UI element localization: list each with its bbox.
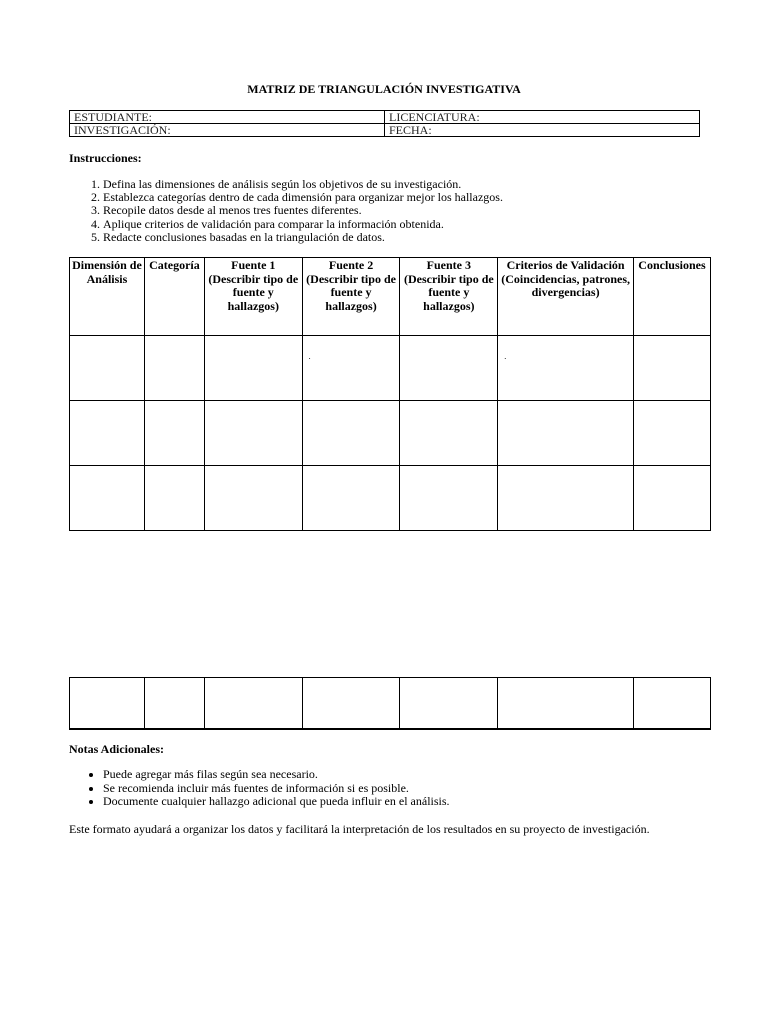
instructions-list bbox=[69, 178, 743, 244]
header-category: Categoría bbox=[144, 258, 204, 336]
table-cell[interactable] bbox=[400, 401, 498, 466]
instruction-item: 4. Aplique criterios de validación para comparar la información obtenida. bbox=[103, 218, 743, 231]
table-cell[interactable] bbox=[204, 401, 302, 466]
info-row bbox=[70, 111, 700, 124]
table-cell[interactable] bbox=[70, 401, 145, 466]
table-cell[interactable] bbox=[400, 336, 498, 401]
table-cell[interactable] bbox=[633, 336, 710, 401]
document-title: MATRIZ DE TRIANGULACIÓN INVESTIGATIVA bbox=[247, 82, 521, 96]
student-info-table bbox=[69, 110, 700, 137]
table-cell[interactable] bbox=[144, 336, 204, 401]
table-row bbox=[70, 336, 711, 401]
table-cell[interactable] bbox=[302, 401, 400, 466]
header-conclusions: Conclusiones bbox=[633, 258, 710, 336]
table-cell[interactable] bbox=[498, 678, 634, 730]
table-cell[interactable] bbox=[633, 466, 710, 531]
table-row bbox=[70, 678, 711, 730]
table-cell[interactable] bbox=[400, 466, 498, 531]
instruction-item: 3. Recopile datos desde al menos tres fuentes diferentes. bbox=[103, 204, 743, 217]
table-cell[interactable] bbox=[634, 678, 711, 730]
research-field[interactable]: INVESTIGACIÓN: bbox=[70, 124, 385, 137]
instruction-item: 1. Defina las dimensiones de análisis según los objetivos de su investigación. bbox=[103, 178, 743, 191]
table-row bbox=[70, 466, 711, 531]
info-row bbox=[70, 124, 700, 137]
note-item: • Puede agregar más filas según sea necesario. bbox=[103, 768, 743, 782]
table-cell[interactable] bbox=[204, 466, 302, 531]
degree-field[interactable]: LICENCIATURA: bbox=[385, 111, 700, 124]
table-cell[interactable] bbox=[302, 678, 400, 730]
header-source-2: Fuente 2 (Describir tipo de fuente y hallazgos) bbox=[302, 258, 400, 336]
instruction-item: 2. Establezca categorías dentro de cada dimensión para organizar mejor los hallazgos. bbox=[103, 191, 743, 204]
instruction-item: 5. Redacte conclusiones basadas en la triangulación de datos. bbox=[103, 231, 743, 244]
header-dimension: Dimensión de Análisis bbox=[70, 258, 145, 336]
student-field[interactable]: ESTUDIANTE: bbox=[70, 111, 385, 124]
matrix-header-row bbox=[70, 258, 711, 336]
table-cell[interactable] bbox=[144, 678, 204, 730]
triangulation-matrix-continued bbox=[69, 677, 711, 730]
table-cell[interactable] bbox=[204, 336, 302, 401]
table-cell[interactable] bbox=[70, 336, 145, 401]
header-source-3: Fuente 3 (Describir tipo de fuente y hallazgos) bbox=[400, 258, 498, 336]
instructions-heading: Instrucciones: bbox=[69, 151, 142, 165]
table-cell[interactable] bbox=[400, 678, 498, 730]
notes-heading: Notas Adicionales: bbox=[69, 742, 165, 756]
note-item: • Documente cualquier hallazgo adicional que pueda influir en el análisis. bbox=[103, 795, 743, 809]
table-row bbox=[70, 401, 711, 466]
header-source-1: Fuente 1 (Describir tipo de fuente y hallazgos) bbox=[204, 258, 302, 336]
table-cell[interactable] bbox=[204, 678, 302, 730]
table-cell[interactable] bbox=[302, 466, 400, 531]
header-validation: Criterios de Validación (Coincidencias, patrones, divergencias) bbox=[498, 258, 634, 336]
triangulation-matrix bbox=[69, 257, 711, 531]
date-field[interactable]: FECHA: bbox=[385, 124, 700, 137]
table-cell[interactable] bbox=[70, 678, 145, 730]
note-item: • Se recomienda incluir más fuentes de información si es posible. bbox=[103, 782, 743, 796]
closing-paragraph: Este formato ayudará a organizar los datos y facilitará la interpretación de los resultados en su proyecto de investigación. bbox=[69, 822, 650, 836]
table-cell[interactable] bbox=[633, 401, 710, 466]
table-cell[interactable] bbox=[144, 466, 204, 531]
table-cell[interactable] bbox=[498, 401, 634, 466]
table-cell[interactable]: . bbox=[498, 336, 634, 401]
table-cell[interactable] bbox=[144, 401, 204, 466]
table-cell[interactable]: . bbox=[302, 336, 400, 401]
table-cell[interactable] bbox=[498, 466, 634, 531]
table-cell[interactable] bbox=[70, 466, 145, 531]
notes-list bbox=[69, 768, 743, 809]
